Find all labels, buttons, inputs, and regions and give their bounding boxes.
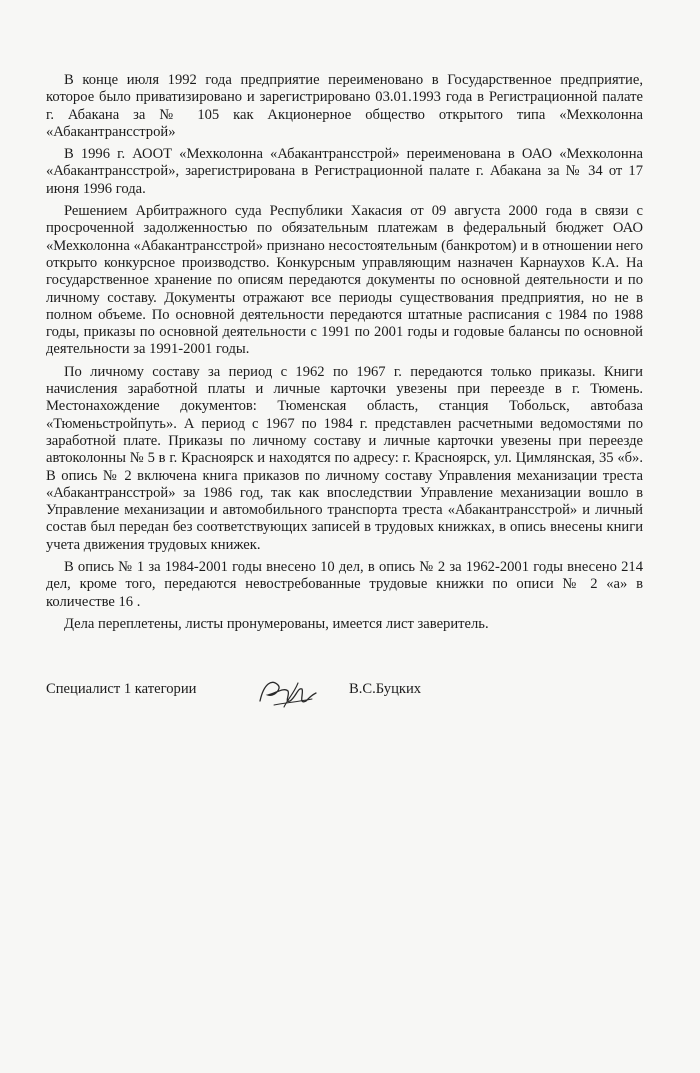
paragraph-privatization: В конце июля 1992 года предприятие переименовано в Государственное предприятие, которое было приватизировано и зарегистрировано 03.01.1993 года в Регистрационной палате г. Абакана за № 105 как Акционерное общество открытого типа «Мехколонна «Абакантрансстрой»	[46, 72, 643, 140]
handwritten-signature	[254, 675, 324, 711]
document-body	[46, 72, 643, 638]
signatory-position: Специалист 1 категории	[46, 681, 197, 697]
signatory-name: В.С.Буцких	[349, 681, 422, 697]
paragraph-renaming-1996: В 1996 г. АООТ «Мехколонна «Абакантрансстрой» переименована в ОАО «Мехколонна «Абакантрансстрой», зарегистрирована в Регистрационной палате г. Абакана за № 34 от 17 июня 1996 года.	[46, 146, 643, 197]
paragraph-personnel-records: По личному составу за период с 1962 по 1967 г. передаются только приказы. Книги начисления заработной платы и личные карточки увезены при переезде в г. Тюмень. Местонахождение документов: Тюменская область, станция Тобольск, автобаза «Тюменьстройпуть». А период с 1967 по 1984 г. представлен расчетными ведомостями по заработной плате. Приказы по личному составу и личные карточки увезены при переезде автоколонны № 5 в г. Красноярск и находятся по адресу: г. Красноярск, ул. Цимлянская, 35 «б». В опись № 2 включена книга приказов по личному составу Управления механизации треста «Абакантрансстрой» за 1986 год, так как впоследствии Управление механизации вошло в Управление механизации и автомобильного транспорта треста «Абакантрансстрой» и личный состав был передан без соответствующих записей в трудовых книжках, в опись внесены книги учета движения трудовых книжек.	[46, 363, 643, 553]
paragraph-bankruptcy: Решением Арбитражного суда Республики Хакасия от 09 августа 2000 года в связи с просроченной задолженностью по обязательным платежам в федеральный бюджет ОАО «Мехколонна «Абакантрансстрой» признано несостоятельным (банкротом) и в отношении него открыто конкурсное производство. Конкурсным управляющим назначен Карнаухов К.А. На государственное хранение по описям передаются документы по основной деятельности и по личному составу. Документы отражают все периоды существования предприятия, но не в полном объеме. По основной деятельности передаются штатные расписания с 1984 по 1988 годы, приказы по основной деятельности с 1991 по 2001 годы и годовые балансы по основной деятельности за 1991-2001 годы.	[46, 203, 643, 358]
paragraph-binding-note: Дела переплетены, листы пронумерованы, имеется лист заверитель.	[64, 615, 489, 632]
paragraph-inventory-counts: В опись № 1 за 1984-2001 годы внесено 10 дел, в опись № 2 за 1962-2001 годы внесено 214 дел, кроме того, передаются невостребованные трудовые книжки по описи № 2 «а» в количестве 16 .	[46, 559, 643, 610]
signature-block	[46, 675, 646, 715]
